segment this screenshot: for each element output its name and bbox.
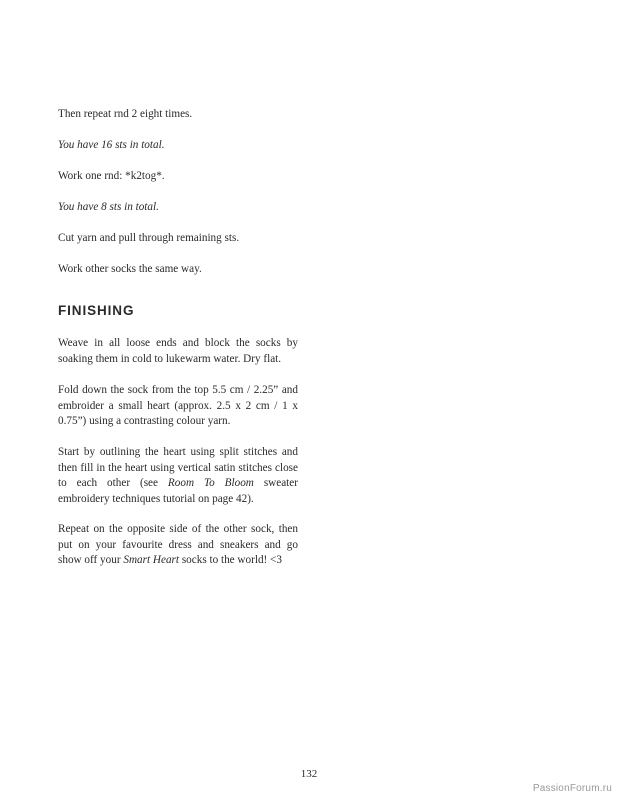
stitch-count-8: You have 8 sts in total.: [58, 201, 159, 213]
pattern-title-smart-heart: Smart Heart: [123, 554, 180, 567]
pattern-title-room-to-bloom: Room To Bloom: [167, 477, 254, 490]
section-heading-finishing: FINISHING: [58, 303, 135, 318]
paragraph-text: socks to the world! <3: [179, 554, 282, 567]
instruction-k2tog: Work one rnd: *k2tog*.: [58, 170, 165, 182]
instruction-other-sock: Work other socks the same way.: [58, 263, 202, 275]
finishing-paragraph-outline: [58, 445, 298, 507]
page-number: 132: [300, 768, 318, 780]
finishing-paragraph-block: Weave in all loose ends and block the socks by soaking them in cold to lukewarm water. Dry flat.: [58, 337, 298, 365]
paragraph-text: Start by outlining the heart using split stitches and then fill in the heart using vertical satin stitches close to each other (see: [58, 446, 298, 490]
instruction-repeat-rnd: Then repeat rnd 2 eight times.: [58, 108, 193, 120]
finishing-paragraph-repeat: [58, 522, 298, 569]
stitch-count-16: You have 16 sts in total.: [58, 139, 165, 151]
watermark: PassionForum.ru: [532, 783, 612, 794]
paragraph-text: sweater embroidery techniques tutorial on page 42).: [58, 477, 298, 505]
instruction-cut-yarn: Cut yarn and pull through remaining sts.: [58, 232, 240, 244]
paragraph-text: Repeat on the opposite side of the other sock, then put on your favourite dress and sneakers and go show off your: [58, 523, 298, 567]
finishing-paragraph-embroider: Fold down the sock from the top 5.5 cm / 2.25” and embroider a small heart (approx. 2.5 x 2 cm / 1 x 0.75”) using a contrasting colour yarn.: [58, 384, 298, 428]
